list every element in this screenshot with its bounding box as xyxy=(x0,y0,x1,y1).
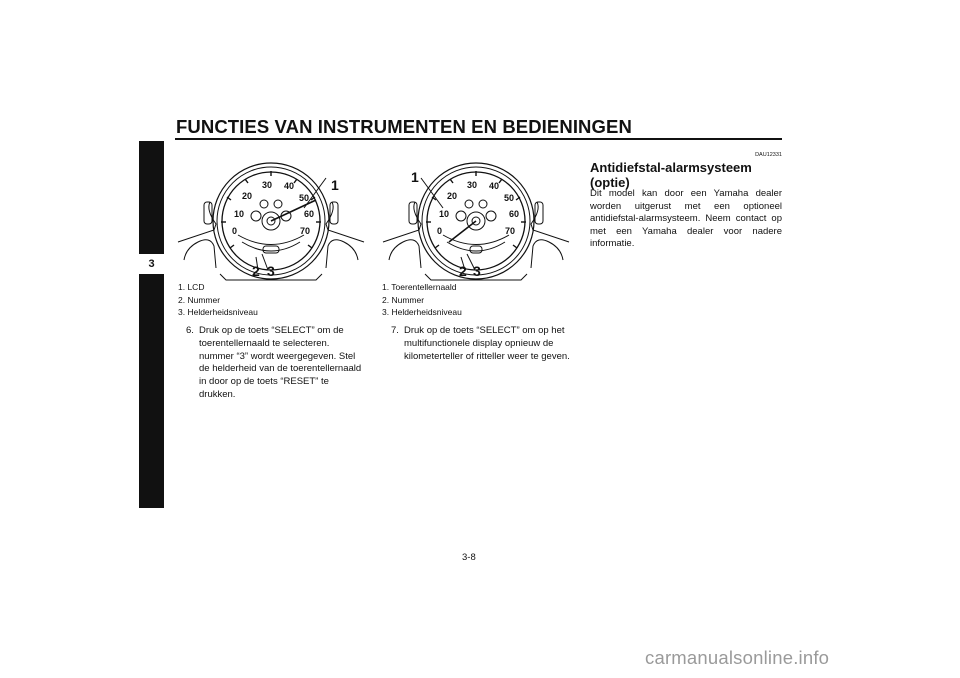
dial-label: 10 xyxy=(439,209,450,219)
dial-label: 70 xyxy=(505,226,516,236)
dial-label: 30 xyxy=(262,180,273,190)
callout-3: 3 xyxy=(267,263,275,279)
dial-label: 0 xyxy=(232,226,238,236)
header-rule xyxy=(175,138,782,140)
legend-item: 1. LCD xyxy=(178,282,205,292)
page-number: 3-8 xyxy=(462,552,476,563)
document-code: DAU12331 xyxy=(755,152,782,158)
step-text: Druk op de toets “SELECT” om de toerentellernaald te selecteren. nummer “3” wordt weergegeven. Stel de helderheid van de toerentellernaald in door op de toets “RESET” te drukken. xyxy=(199,325,362,400)
callout-2: 2 xyxy=(459,263,467,279)
step-number: 6. xyxy=(186,325,194,336)
legend-item: 1. Toerentellernaald xyxy=(382,282,457,292)
chapter-number: 3 xyxy=(139,254,164,274)
dial-label: 60 xyxy=(509,209,520,219)
instruction-step xyxy=(391,325,577,363)
speedometer-illustration xyxy=(381,150,571,283)
dial-label: 0 xyxy=(437,226,443,236)
dial-label: 60 xyxy=(304,209,315,219)
dial-label: 20 xyxy=(242,191,253,201)
dial-label: 30 xyxy=(467,180,478,190)
figure-tachometer-needle xyxy=(381,150,571,283)
speedometer-illustration xyxy=(176,150,366,283)
callout-1: 1 xyxy=(411,169,419,185)
step-number: 7. xyxy=(391,325,399,336)
callout-3: 3 xyxy=(473,263,481,279)
callout-2: 2 xyxy=(252,263,260,279)
legend-item: 3. Helderheidsniveau xyxy=(382,307,462,317)
watermark-link[interactable]: carmanualsonline.info xyxy=(645,647,830,668)
dial-label: 40 xyxy=(489,181,500,191)
dial-label: 10 xyxy=(234,209,245,219)
dial-label: 20 xyxy=(447,191,458,201)
legend-item: 2. Nummer xyxy=(382,294,425,305)
chapter-tab xyxy=(139,141,164,508)
dial-label: 70 xyxy=(300,226,311,236)
dial-label: 40 xyxy=(284,181,295,191)
figure-legend-left xyxy=(178,281,258,319)
section-heading: Antidiefstal-alarmsysteem (optie) xyxy=(590,160,752,190)
figure-lcd-gauge xyxy=(176,150,366,283)
dial-label: 50 xyxy=(504,193,515,203)
instruction-step xyxy=(186,325,366,402)
legend-item: 2. Nummer xyxy=(178,294,221,305)
legend-item: 3. Helderheidsniveau xyxy=(178,307,258,317)
page-title: FUNCTIES VAN INSTRUMENTEN EN BEDIENINGEN xyxy=(176,116,632,137)
step-text: Druk op de toets “SELECT” om op het multifunctionele display opnieuw de kilometerteller of ritteller weer te geven. xyxy=(404,325,570,362)
callout-1: 1 xyxy=(331,177,339,193)
section-body: Dit model kan door een Yamaha dealer worden uitgerust met een optioneel antidiefstal-alarmsysteem. Neem contact op met een Yamaha dealer voor nadere informatie. xyxy=(590,188,782,249)
figure-legend-middle xyxy=(382,281,462,319)
dial-label: 50 xyxy=(299,193,310,203)
